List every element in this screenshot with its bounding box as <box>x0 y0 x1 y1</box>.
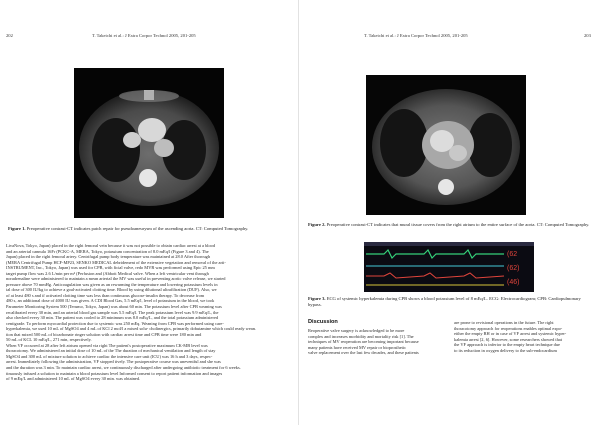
figure-1-ct-image <box>74 68 224 218</box>
text-line: INSTRUMENT, Inc., Tokyo, Japan) was used for CPB, with ficial valve, redo MVR was performed using Epic 25 mm <box>6 265 215 271</box>
page-gutter <box>298 0 299 425</box>
text-line: also checked every 30 min. The patient was cooled to 28 minimum was 8.0 mEq/L, and the total potassium administered <box>6 315 219 321</box>
text-line: the VF approach is inferior to the empty heart technique due <box>454 342 560 348</box>
ecg-readout-3: (46) <box>507 279 520 286</box>
figure-1-caption-text: Preoperative contrast-CT indicates patch repair for pseudoaneurysm of the ascending aorta. CT: Computed Tomography. <box>26 226 249 231</box>
right-page-number: 203 <box>584 33 591 38</box>
text-line: ial dose of 300 IU/kg to achieve a goal-activated clotting time. Blood by using dilutional ultrafiltration (DUF). Also, we <box>6 287 217 293</box>
text-line: thoracotomy approach for reoperations enables optimal expo- <box>454 325 563 331</box>
left-page-number: 202 <box>6 33 13 38</box>
left-page <box>6 0 296 425</box>
figure-1-caption <box>8 226 292 232</box>
text-line: kalemia arrest [2, 6]. However, some researchers showed that <box>454 336 562 342</box>
text-line: and an arterial cannula 16Fr (PCKC-A, MERA, Tokyo, potassium concentration of 8.0 mEq/l (Figure 3 and 4). The <box>6 248 209 254</box>
text-line: complex and increases morbidity and mortality risk [1]. The <box>308 333 414 339</box>
ecg-readout-2: (62) <box>507 265 520 272</box>
text-line: centigrade. To perform myocardial protection due to systemic was 250 mEq. Weaning from CPB was performed using care- <box>6 320 224 326</box>
text-line: many patients have received MV repair or bioprosthetic <box>308 344 407 350</box>
text-line: techniques of MV reoperation are becoming important because <box>308 339 419 345</box>
figure-2-caption <box>308 222 592 228</box>
figure-3-caption-label: Figure 3. <box>308 296 326 301</box>
text-line: 480 s, an additional dose of 4000 IU was given. A CDI Blood Gas, 5.5 mEq/l, level of potassium in the blood, we took <box>6 298 215 304</box>
text-line: of 9 mEq/L and administered 10 mL of MgSO4 every 30 min. was obtained. <box>6 376 141 382</box>
text-line: When VF occurred at 28 after left atrium opened via right The patient's postoperative maximum CK-MB level was <box>6 342 208 348</box>
text-line: LivaNova, Tokyo, Japan) placed in the right femoral vein because it was not possible to obtain cardiac arrest at a blood <box>6 243 216 248</box>
right-page <box>306 0 596 425</box>
figure-3-ecg-monitor <box>364 242 534 292</box>
text-line: of at least 480 s and if activated clotting time was less than continuous glucose-insulin therapy. To decrease from <box>6 292 205 298</box>
text-line: tinuously infused a solution to maintain a blood potassium level Informed consent to report patient information and images <box>6 370 223 376</box>
text-line: either the empty RH or in case of VF arrest and systemic hyper- <box>454 331 567 337</box>
text-line: (MERA Centrifugal Pump HCF-MP23, SENKO MEDICAL debridement of the extensive vegetation and removal of the arti- <box>6 259 226 265</box>
figure-3-caption-text: ECG of systemic hyperkalemia during CPB shows a blood potassium level of 8 mEq/L. ECG: Electrocardiogram; CPB: Cardiopulmonary bypass. <box>308 296 581 307</box>
figure-3-caption <box>308 296 592 308</box>
figure-1-caption-label: Figure 1. <box>8 226 26 231</box>
text-line: thoracotomy. We administered an initial dose of 10 mL of the The duration of mechanical ventilation and length of stay <box>6 348 216 354</box>
right-running-head: T. Takeichi et al.: J Extra Corpor Technol 2005, 201-205 <box>364 33 468 38</box>
ecg-readout-1: (62 <box>507 251 518 258</box>
text-line: noradrenaline were administered to maintain a mean arterial the MV was useful in preventing aortic valve release, we started <box>6 276 226 282</box>
figure-2-ct-image <box>366 75 526 215</box>
left-running-head: T. Takeichi et al.: J Extra Corpor Technol 2005, 201-205 <box>92 33 196 38</box>
text-line: pressure above 70 mmHg. Anticoagulation was given as an rewarming the temperature and lowering potassium levels in <box>6 281 218 287</box>
discussion-right-column <box>454 320 592 353</box>
text-line: arrest. Immediately following the administration, VF stopped tively. The postoperative course was uneventful and she was <box>6 359 221 365</box>
text-line: 50 mL of KCL 10 mEq/L, 271 min, respectively. <box>6 337 92 343</box>
discussion-heading: Discussion <box>308 319 338 325</box>
figure-2-caption-text: Preoperative contrast-CT indicates that mural tissue covers from the right atrium to the entire surface of the aorta. CT: Computed Tomography. <box>326 222 590 227</box>
text-line: recalibrated every 30 min, and an arterial blood gas sample was 5.5 mEq/l. The peak potassium level was 9.9 mEq/L, the <box>6 309 219 315</box>
text-line: tion that mixed 500 mL of bicarbonate ringer solution with cardiac arrest time and CPB time were 180 min and <box>6 331 202 337</box>
text-line: Japan) placed in the right femoral artery. Centrifugal pump body temperature was maintained at 28.0 After thorough <box>6 254 211 260</box>
text-line: target pump flow was 2.6 L/min per m² (Perfusion and (Abbott Medical valve. When a left ventricular vent through <box>6 270 209 276</box>
figure-2-caption-label: Figure 2. <box>308 222 326 227</box>
discussion-left-column <box>308 328 446 356</box>
text-line: and the duration was 3 min. To maintain cardiac arrest, we continuously discharged after undergoing antibiotic treatment for 6 weeks. <box>6 365 241 371</box>
text-line: to its reduction in oxygen delivery to the sub-endocardium <box>454 347 557 353</box>
text-line: hyperkalemia, we used 10 mL of MgSO4 and 4 mL of KCl 2 mol/l a mixed solu- cholinergics, primarily dobutamine which could ready wean. <box>6 326 257 332</box>
left-body-text <box>6 243 292 382</box>
text-line: are prone to revisional operations in the future. The right <box>454 320 554 325</box>
text-line: MgSO4 and 300 mL of mixture solution to achieve cardiac the intensive care unit (ICU) was 16 h and 3 days, respec- <box>6 353 213 359</box>
text-line: valve replacement over the last few decades, and these patients <box>308 350 419 356</box>
text-line: Parameter Monitoring System 500 (Terumo, Tokyo, Japan) was about 60 min. The potassium level after CPB weaning was <box>6 304 222 310</box>
text-line: Reoperative valve surgery is acknowledged to be more <box>308 328 405 333</box>
